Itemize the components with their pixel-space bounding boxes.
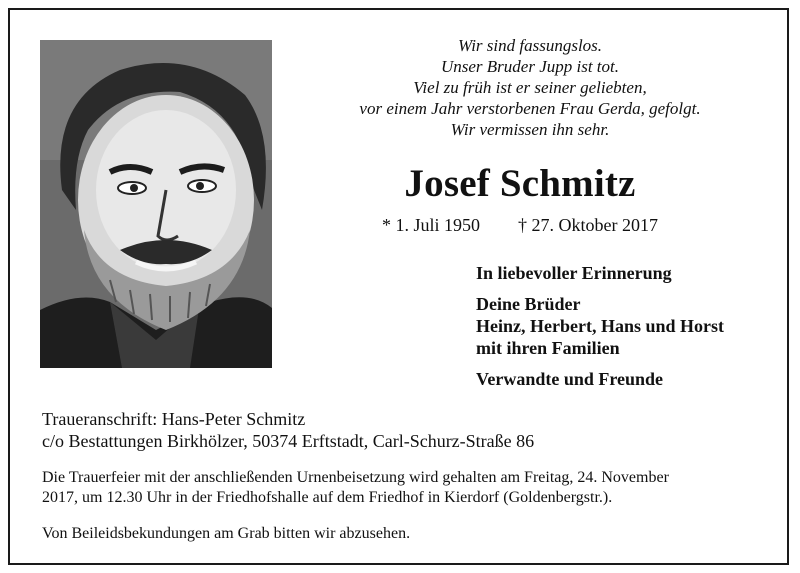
address-line: c/o Bestattungen Birkhölzer, 50374 Erftstadt, Carl-Schurz-Straße 86	[42, 431, 535, 451]
service-info	[42, 468, 772, 508]
memory-heading: In liebevoller Erinnerung	[476, 263, 672, 283]
brothers-label: Deine Brüder	[476, 294, 581, 314]
service-line: 2017, um 12.30 Uhr in der Friedhofshalle auf dem Friedhof in Kierdorf (Goldenbergstr.).	[42, 489, 613, 506]
address-line: Traueranschrift: Hans-Peter Schmitz	[42, 409, 306, 429]
poem-line: Wir vermissen ihn sehr.	[450, 120, 610, 139]
portrait-drawing	[40, 40, 272, 368]
death-date: † 27. Oktober 2017	[518, 215, 658, 235]
mourners-block	[476, 262, 776, 399]
relatives-line: Verwandte und Freunde	[476, 369, 664, 389]
birth-date: * 1. Juli 1950	[382, 215, 481, 235]
service-line: Die Trauerfeier mit der anschließenden Urnenbeisetzung wird gehalten am Freitag, 24. November	[42, 469, 669, 486]
deceased-name: Josef Schmitz	[404, 162, 636, 205]
poem-line: Wir sind fassungslos.	[457, 36, 603, 55]
poem	[300, 35, 760, 140]
poem-line: vor einem Jahr verstorbenen Frau Gerda, gefolgt.	[359, 99, 701, 118]
mourning-address	[42, 408, 762, 452]
brothers-names: Heinz, Herbert, Hans und Horst	[476, 316, 724, 336]
poem-line: Viel zu früh ist er seiner geliebten,	[413, 78, 647, 97]
life-dates	[300, 214, 740, 236]
poem-line: Unser Bruder Jupp ist tot.	[440, 57, 620, 76]
condolence-request: Von Beileidsbekundungen am Grab bitten wir abzusehen.	[42, 525, 411, 542]
families-line: mit ihren Familien	[476, 338, 620, 358]
portrait-image	[40, 40, 272, 368]
